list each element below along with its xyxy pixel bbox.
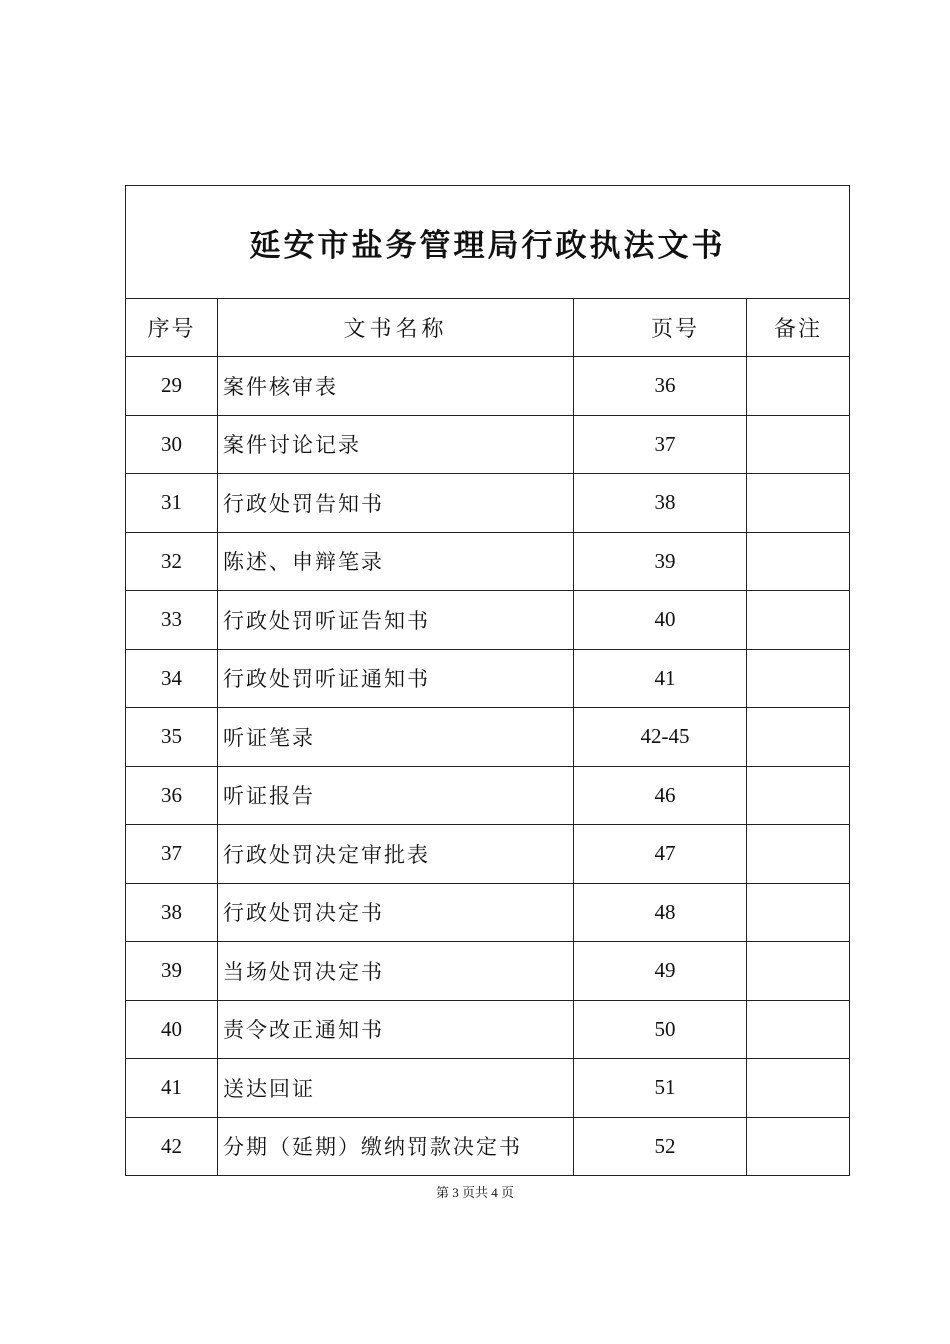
row-note [747,942,850,1001]
table-row [126,1000,850,1059]
header-page: 页号 [574,299,747,357]
row-document-name: 当场处罚决定书 [218,942,574,1001]
row-document-name: 案件核审表 [218,357,574,416]
header-name: 文书名称 [218,299,574,357]
row-note [747,649,850,708]
row-document-name: 听证笔录 [218,708,574,767]
row-page-number: 36 [574,357,747,416]
document-title: 延安市盐务管理局行政执法文书 [126,186,850,299]
table-row [126,883,850,942]
row-document-name: 陈述、申辩笔录 [218,532,574,591]
row-note [747,1000,850,1059]
row-number: 34 [126,649,218,708]
row-document-name: 行政处罚听证通知书 [218,649,574,708]
row-page-number: 38 [574,474,747,533]
row-number: 30 [126,415,218,474]
row-number: 31 [126,474,218,533]
table-row [126,532,850,591]
table-row [126,942,850,1001]
row-document-name: 行政处罚听证告知书 [218,591,574,650]
row-page-number: 40 [574,591,747,650]
table-row [126,766,850,825]
row-document-name: 分期（延期）缴纳罚款决定书 [218,1117,574,1176]
page-footer: 第 3 页共 4 页 [435,1185,514,1200]
table-header-row [126,299,850,357]
row-number: 41 [126,1059,218,1118]
row-number: 42 [126,1117,218,1176]
header-num: 序号 [126,299,218,357]
table-body [126,357,850,1176]
row-number: 39 [126,942,218,1001]
table-row [126,649,850,708]
table-row [126,1059,850,1118]
table-row [126,474,850,533]
row-number: 33 [126,591,218,650]
row-document-name: 案件讨论记录 [218,415,574,474]
row-number: 38 [126,883,218,942]
row-page-number: 46 [574,766,747,825]
row-page-number: 37 [574,415,747,474]
row-note [747,766,850,825]
row-number: 40 [126,1000,218,1059]
document-table [125,185,850,1176]
table-row [126,415,850,474]
row-page-number: 48 [574,883,747,942]
row-page-number: 42-45 [574,708,747,767]
row-note [747,532,850,591]
header-note: 备注 [747,299,850,357]
row-number: 32 [126,532,218,591]
row-number: 35 [126,708,218,767]
row-note [747,591,850,650]
row-page-number: 39 [574,532,747,591]
row-page-number: 52 [574,1117,747,1176]
table-row [126,591,850,650]
row-page-number: 50 [574,1000,747,1059]
row-page-number: 51 [574,1059,747,1118]
row-document-name: 行政处罚决定审批表 [218,825,574,884]
row-document-name: 行政处罚告知书 [218,474,574,533]
row-page-number: 49 [574,942,747,1001]
row-note [747,1059,850,1118]
row-note [747,474,850,533]
table-row [126,1117,850,1176]
row-note [747,1117,850,1176]
row-document-name: 责令改正通知书 [218,1000,574,1059]
row-document-name: 行政处罚决定书 [218,883,574,942]
row-page-number: 41 [574,649,747,708]
table-row [126,825,850,884]
row-note [747,415,850,474]
table-row [126,357,850,416]
row-number: 37 [126,825,218,884]
table-row [126,708,850,767]
row-number: 36 [126,766,218,825]
row-note [747,708,850,767]
row-number: 29 [126,357,218,416]
row-document-name: 送达回证 [218,1059,574,1118]
row-note [747,883,850,942]
row-note [747,357,850,416]
row-note [747,825,850,884]
row-document-name: 听证报告 [218,766,574,825]
row-page-number: 47 [574,825,747,884]
